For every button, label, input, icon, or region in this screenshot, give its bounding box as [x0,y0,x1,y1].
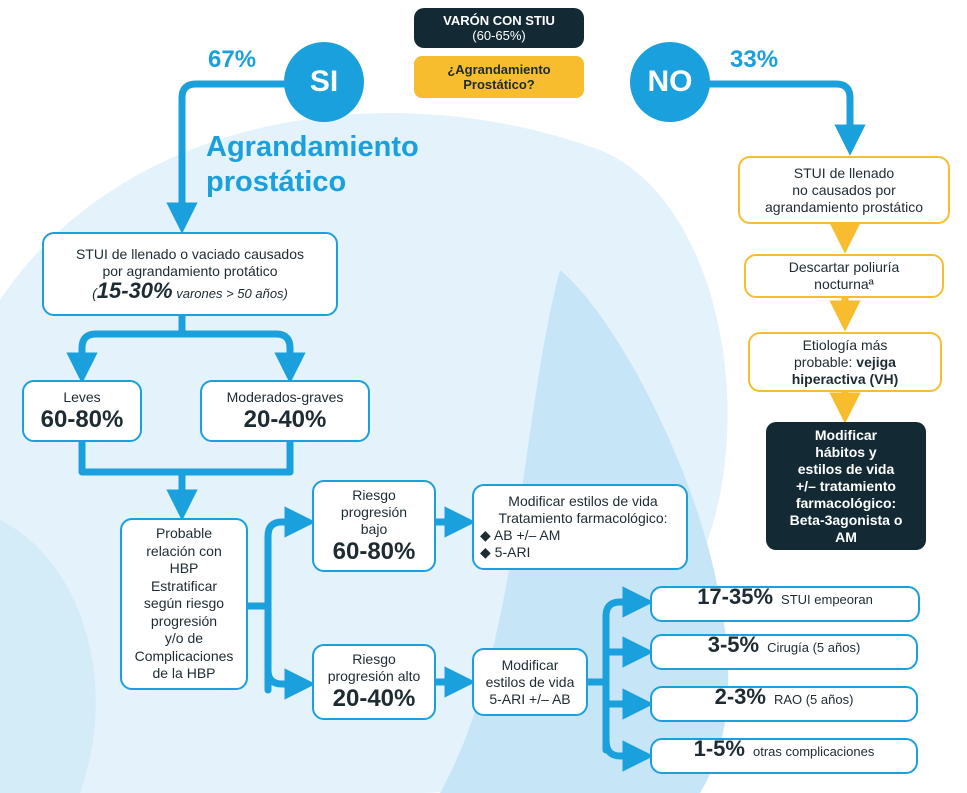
right-box3-line2 [794,354,896,371]
stui-no-enlargement-box [738,156,950,224]
right-box3-line2b: vejiga [856,353,896,370]
tx-bajo-box [472,484,688,570]
stui-line1: STUI de llenado o vaciado causados [75,246,305,262]
stui-enlargement-box [42,232,338,316]
tx-bajo-item2: ◆ 5-ARI [480,544,531,560]
right-box2-line1: Descartar poliuría [788,259,900,275]
probable-line8: Complicaciones [134,647,234,664]
leves-box [22,380,142,442]
probable-line5: según riesgo [143,595,225,612]
right-box2-line2: nocturnaª [814,276,874,292]
probable-line9: de la HBP [152,665,216,682]
outcome-1-pct: 17-35% [697,584,774,609]
outcome-rao [650,686,918,722]
moderados-box [200,380,370,442]
probable-line7: y/o de [164,630,204,647]
right-box4-line4: +/– tratamiento [796,477,896,494]
probable-line3: HBP [169,560,199,577]
riesgo-bajo-line2: progresión [340,503,408,520]
etiologia-box [748,332,942,392]
right-box1-line3: agrandamiento prostático [765,198,923,215]
no-circle [630,42,710,122]
stui-range-suffix: varones > 50 años) [172,286,288,301]
stui-range: 15-30% [96,278,173,303]
right-box3-line2a: probable: [794,353,857,370]
right-box4-line7: AM [835,528,857,545]
right-box4-line5: farmacológico: [795,494,897,511]
outcome-3-label: RAO (5 años) [773,692,854,707]
no-label: NO [647,65,693,98]
right-box4-line3: estilos de vida [797,460,895,477]
question-line1: ¿Agrandamiento [447,62,551,77]
outcome-1-label: STUI empeoran [781,592,873,607]
outcome-4-pct: 1-5% [693,736,745,761]
outcome-4-label: otras complicaciones [752,744,875,759]
yes-percentage: 67% [208,46,257,73]
outcome-stui-empeoran [650,586,920,622]
right-box4-line1: Modificar [814,426,878,443]
probable-hbp-box [120,518,248,690]
tx-bajo-line1: Modificar estilos de vida [508,493,658,509]
right-box3-line3: hiperactiva (VH) [791,370,899,387]
riesgo-alto-line1: Riesgo [352,651,396,667]
leves-label: Leves [63,388,101,405]
patient-header-line2: (60-65%) [472,28,526,43]
outcome-otras [650,738,918,774]
riesgo-bajo-line3: bajo [360,520,388,537]
right-box3-line1: Etiología más [802,336,888,353]
riesgo-bajo-box [312,480,436,572]
probable-line1: Probable [155,525,213,542]
stui-prevalence [92,278,288,303]
descartar-poliuria-box [744,254,944,298]
question-line2: Prostático? [463,77,535,92]
probable-line2: relación con [146,542,222,559]
right-box4-line2: hábitos y [815,443,877,460]
tx-alto-box [472,648,588,716]
right-box1-line2: no causados por [792,181,896,198]
yes-heading-line2: prostático [206,166,347,198]
outcome-2-pct: 3-5% [707,632,760,657]
probable-line4: Estratificar [150,577,218,594]
tx-alto-line1: Modificar [501,656,559,673]
tx-alto-line3: 5-ARI +/– AB [489,690,571,707]
yes-heading [206,130,419,200]
stui-open-paren: ( [92,285,97,301]
riesgo-bajo-percentage: 60-80% [332,537,416,565]
yes-heading-line1: Agrandamiento [206,131,419,163]
patient-header-box [414,8,584,48]
yes-label: SI [309,65,339,98]
outcome-2-label: Cirugía (5 años) [767,640,861,655]
probable-line6: progresión [150,612,218,629]
moderados-percentage: 20-40% [243,405,327,433]
yes-circle [284,42,364,122]
riesgo-alto-line2: progresión alto [327,668,421,684]
patient-header-line1: VARÓN CON STIU [443,13,555,28]
riesgo-alto-percentage: 20-40% [332,685,416,712]
tx-alto-line2: estilos de vida [485,673,575,690]
leves-percentage: 60-80% [40,405,124,433]
moderados-label: Moderados-graves [226,388,344,405]
riesgo-bajo-line1: Riesgo [352,486,396,503]
tx-bajo-item1: ◆ AB +/– AM [480,527,561,543]
right-box4-line6: Beta-3agonista o [789,511,903,528]
outcome-cirugia [650,634,918,670]
stui-line2: por agrandamiento protático [102,263,278,279]
modificar-habitos-box [766,422,926,550]
riesgo-alto-box [312,644,436,720]
right-box1-line1: STUI de llenado [793,164,895,181]
no-percentage: 33% [730,46,779,73]
question-box [414,56,584,98]
tx-bajo-line2: Tratamiento farmacológico: [498,510,668,526]
outcome-3-pct: 2-3% [714,684,766,709]
